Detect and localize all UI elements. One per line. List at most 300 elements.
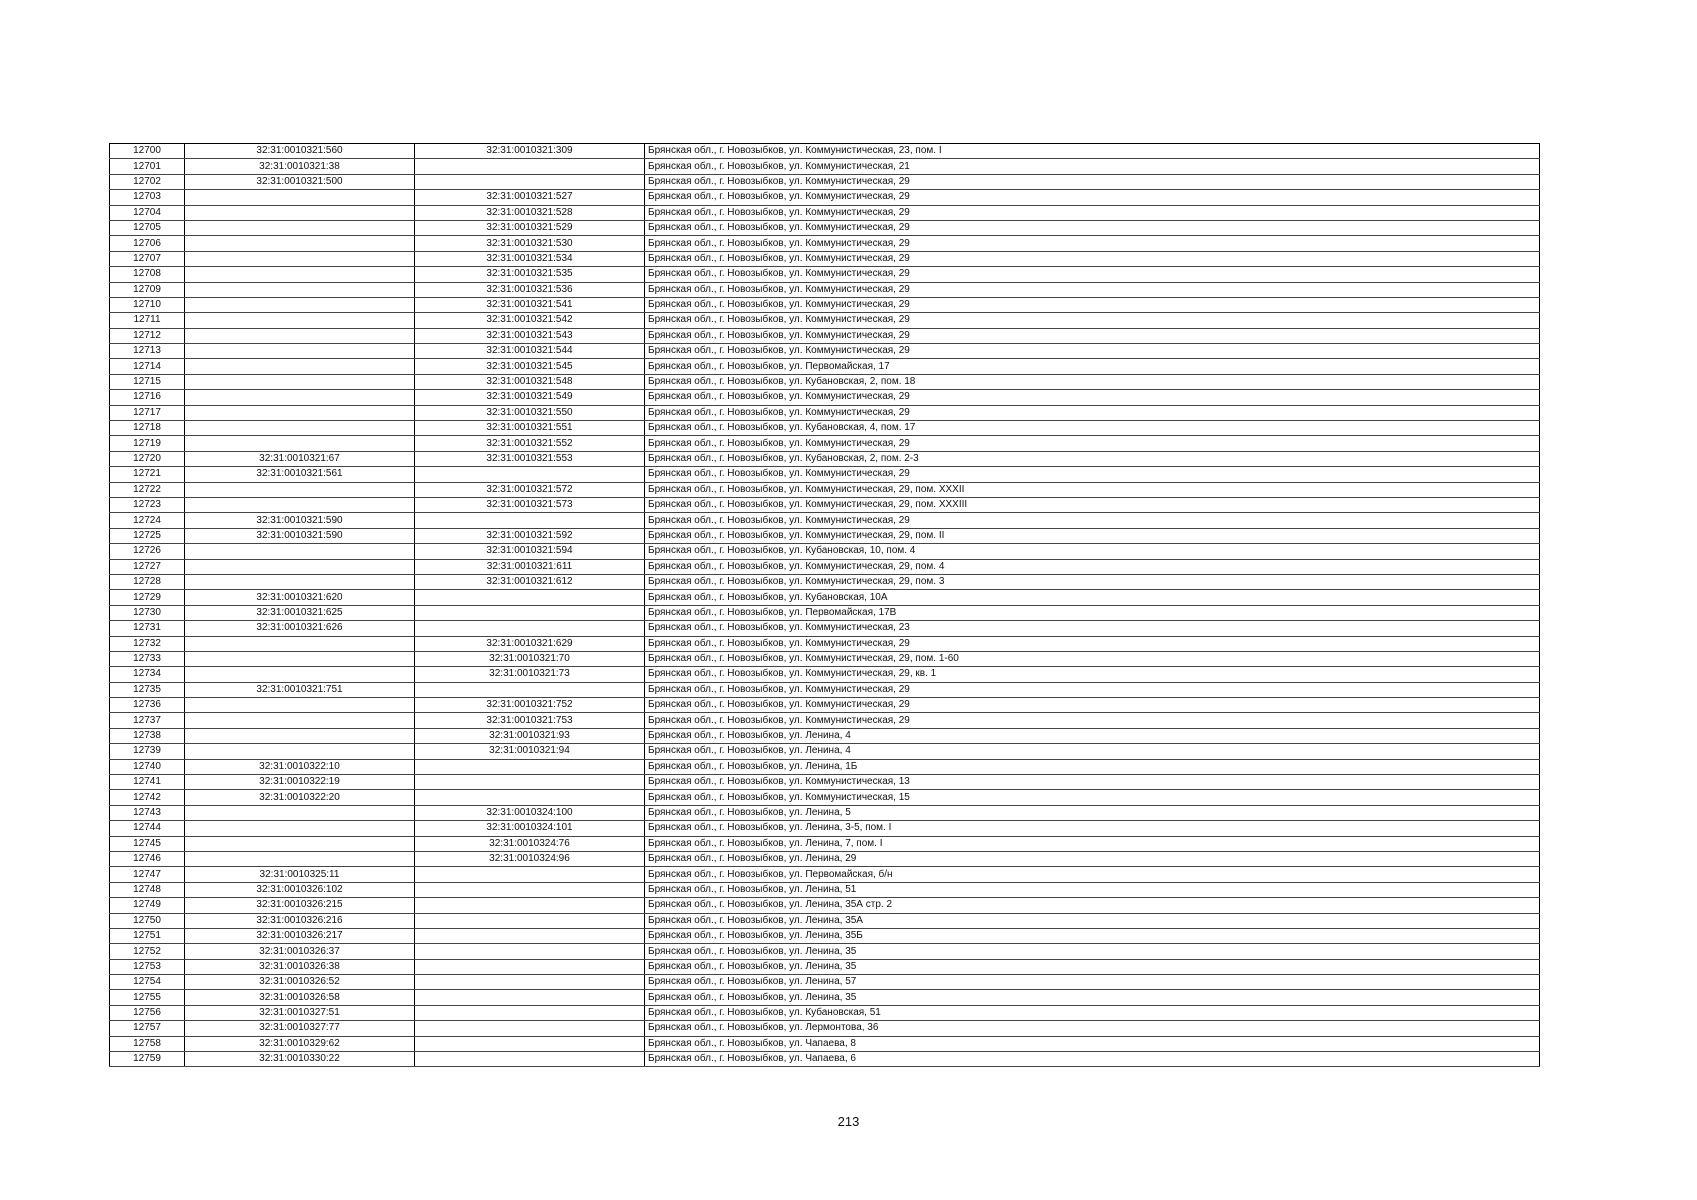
row-number-cell: 12758 xyxy=(110,1036,185,1051)
address-cell: Брянская обл., г. Новозыбков, ул. Ленина, 35А стр. 2 xyxy=(645,898,1540,913)
included-cadastral-number-cell: 32:31:0010321:592 xyxy=(415,528,645,543)
included-cadastral-number-cell: 32:31:0010321:612 xyxy=(415,574,645,589)
included-cadastral-number-cell xyxy=(415,928,645,943)
included-cadastral-number-cell: 32:31:0010321:629 xyxy=(415,636,645,651)
cadastral-number-cell xyxy=(185,313,415,328)
table-row xyxy=(110,359,1540,374)
included-cadastral-number-cell: 32:31:0010321:548 xyxy=(415,374,645,389)
registry-table xyxy=(109,143,1540,1067)
address-cell: Брянская обл., г. Новозыбков, ул. Коммунистическая, 29 xyxy=(645,236,1540,251)
row-number-cell: 12728 xyxy=(110,574,185,589)
table-row xyxy=(110,421,1540,436)
included-cadastral-number-cell xyxy=(415,621,645,636)
table-row xyxy=(110,636,1540,651)
address-cell: Брянская обл., г. Новозыбков, ул. Коммунистическая, 29, пом. 4 xyxy=(645,559,1540,574)
table-row xyxy=(110,867,1540,882)
cadastral-number-cell: 32:31:0010321:626 xyxy=(185,621,415,636)
cadastral-number-cell xyxy=(185,205,415,220)
row-number-cell: 12732 xyxy=(110,636,185,651)
row-number-cell: 12713 xyxy=(110,344,185,359)
table-row xyxy=(110,405,1540,420)
included-cadastral-number-cell: 32:31:0010321:73 xyxy=(415,667,645,682)
address-cell: Брянская обл., г. Новозыбков, ул. Кубановская, 2, пом. 2-3 xyxy=(645,451,1540,466)
included-cadastral-number-cell xyxy=(415,882,645,897)
table-row xyxy=(110,698,1540,713)
row-number-cell: 12740 xyxy=(110,759,185,774)
address-cell: Брянская обл., г. Новозыбков, ул. Коммунистическая, 29 xyxy=(645,344,1540,359)
row-number-cell: 12722 xyxy=(110,482,185,497)
included-cadastral-number-cell: 32:31:0010321:550 xyxy=(415,405,645,420)
cadastral-number-cell: 32:31:0010322:19 xyxy=(185,775,415,790)
address-cell: Брянская обл., г. Новозыбков, ул. Ленина, 35 xyxy=(645,944,1540,959)
included-cadastral-number-cell: 32:31:0010321:542 xyxy=(415,313,645,328)
row-number-cell: 12752 xyxy=(110,944,185,959)
cadastral-number-cell: 32:31:0010326:38 xyxy=(185,959,415,974)
address-cell: Брянская обл., г. Новозыбков, ул. Коммунистическая, 23 xyxy=(645,621,1540,636)
address-cell: Брянская обл., г. Новозыбков, ул. Коммунистическая, 29, пом. XXXIII xyxy=(645,497,1540,512)
address-cell: Брянская обл., г. Новозыбков, ул. Чапаева, 8 xyxy=(645,1036,1540,1051)
included-cadastral-number-cell: 32:31:0010321:528 xyxy=(415,205,645,220)
cadastral-number-cell xyxy=(185,359,415,374)
row-number-cell: 12703 xyxy=(110,190,185,205)
table-row xyxy=(110,251,1540,266)
included-cadastral-number-cell xyxy=(415,513,645,528)
table-row xyxy=(110,344,1540,359)
row-number-cell: 12747 xyxy=(110,867,185,882)
table-row xyxy=(110,1005,1540,1020)
included-cadastral-number-cell: 32:31:0010321:573 xyxy=(415,497,645,512)
table-row xyxy=(110,1021,1540,1036)
table-row xyxy=(110,390,1540,405)
table-row xyxy=(110,559,1540,574)
cadastral-number-cell xyxy=(185,374,415,389)
cadastral-number-cell: 32:31:0010321:590 xyxy=(185,513,415,528)
table-row xyxy=(110,728,1540,743)
address-cell: Брянская обл., г. Новозыбков, ул. Ленина, 7, пом. I xyxy=(645,836,1540,851)
cadastral-number-cell: 32:31:0010322:20 xyxy=(185,790,415,805)
cadastral-number-cell xyxy=(185,421,415,436)
address-cell: Брянская обл., г. Новозыбков, ул. Коммунистическая, 29 xyxy=(645,636,1540,651)
row-number-cell: 12707 xyxy=(110,251,185,266)
cadastral-number-cell: 32:31:0010326:52 xyxy=(185,975,415,990)
address-cell: Брянская обл., г. Новозыбков, ул. Коммунистическая, 23, пом. I xyxy=(645,144,1540,159)
row-number-cell: 12701 xyxy=(110,159,185,174)
row-number-cell: 12749 xyxy=(110,898,185,913)
cadastral-number-cell: 32:31:0010321:625 xyxy=(185,605,415,620)
included-cadastral-number-cell xyxy=(415,959,645,974)
cadastral-number-cell xyxy=(185,297,415,312)
cadastral-number-cell xyxy=(185,482,415,497)
table-row xyxy=(110,928,1540,943)
address-cell: Брянская обл., г. Новозыбков, ул. Коммунистическая, 29 xyxy=(645,682,1540,697)
table-row xyxy=(110,1052,1540,1067)
table-row xyxy=(110,451,1540,466)
address-cell: Брянская обл., г. Новозыбков, ул. Коммунистическая, 15 xyxy=(645,790,1540,805)
cadastral-number-cell: 32:31:0010321:620 xyxy=(185,590,415,605)
address-cell: Брянская обл., г. Новозыбков, ул. Коммунистическая, 29 xyxy=(645,698,1540,713)
row-number-cell: 12734 xyxy=(110,667,185,682)
table-row xyxy=(110,528,1540,543)
row-number-cell: 12716 xyxy=(110,390,185,405)
row-number-cell: 12744 xyxy=(110,821,185,836)
row-number-cell: 12711 xyxy=(110,313,185,328)
table-row xyxy=(110,574,1540,589)
row-number-cell: 12705 xyxy=(110,220,185,235)
table-row xyxy=(110,836,1540,851)
address-cell: Брянская обл., г. Новозыбков, ул. Коммунистическая, 29 xyxy=(645,190,1540,205)
included-cadastral-number-cell: 32:31:0010324:101 xyxy=(415,821,645,836)
address-cell: Брянская обл., г. Новозыбков, ул. Коммунистическая, 29, пом. 1-60 xyxy=(645,651,1540,666)
table-row xyxy=(110,482,1540,497)
table-row xyxy=(110,959,1540,974)
cadastral-number-cell xyxy=(185,698,415,713)
cadastral-number-cell: 32:31:0010322:10 xyxy=(185,759,415,774)
cadastral-number-cell xyxy=(185,497,415,512)
address-cell: Брянская обл., г. Новозыбков, ул. Ленина, 35Б xyxy=(645,928,1540,943)
address-cell: Брянская обл., г. Новозыбков, ул. Коммунистическая, 29 xyxy=(645,328,1540,343)
included-cadastral-number-cell: 32:31:0010321:70 xyxy=(415,651,645,666)
cadastral-number-cell xyxy=(185,328,415,343)
cadastral-number-cell: 32:31:0010326:58 xyxy=(185,990,415,1005)
included-cadastral-number-cell xyxy=(415,467,645,482)
cadastral-number-cell: 32:31:0010321:500 xyxy=(185,174,415,189)
row-number-cell: 12702 xyxy=(110,174,185,189)
cadastral-number-cell xyxy=(185,667,415,682)
included-cadastral-number-cell xyxy=(415,913,645,928)
included-cadastral-number-cell: 32:31:0010321:544 xyxy=(415,344,645,359)
address-cell: Брянская обл., г. Новозыбков, ул. Ленина, 29 xyxy=(645,851,1540,866)
included-cadastral-number-cell: 32:31:0010321:527 xyxy=(415,190,645,205)
included-cadastral-number-cell xyxy=(415,790,645,805)
table-row xyxy=(110,990,1540,1005)
address-cell: Брянская обл., г. Новозыбков, ул. Кубановская, 2, пом. 18 xyxy=(645,374,1540,389)
row-number-cell: 12708 xyxy=(110,267,185,282)
table-row xyxy=(110,374,1540,389)
cadastral-number-cell: 32:31:0010321:590 xyxy=(185,528,415,543)
address-cell: Брянская обл., г. Новозыбков, ул. Коммунистическая, 29 xyxy=(645,313,1540,328)
address-cell: Брянская обл., г. Новозыбков, ул. Коммунистическая, 29 xyxy=(645,713,1540,728)
address-cell: Брянская обл., г. Новозыбков, ул. Ленина, 1Б xyxy=(645,759,1540,774)
address-cell: Брянская обл., г. Новозыбков, ул. Ленина, 57 xyxy=(645,975,1540,990)
table-row xyxy=(110,190,1540,205)
included-cadastral-number-cell xyxy=(415,174,645,189)
cadastral-number-cell xyxy=(185,805,415,820)
included-cadastral-number-cell: 32:31:0010321:536 xyxy=(415,282,645,297)
table-row xyxy=(110,605,1540,620)
row-number-cell: 12700 xyxy=(110,144,185,159)
cadastral-number-cell xyxy=(185,282,415,297)
included-cadastral-number-cell: 32:31:0010321:545 xyxy=(415,359,645,374)
table-row xyxy=(110,220,1540,235)
cadastral-number-cell xyxy=(185,744,415,759)
row-number-cell: 12723 xyxy=(110,497,185,512)
row-number-cell: 12717 xyxy=(110,405,185,420)
table-row xyxy=(110,882,1540,897)
table-row xyxy=(110,944,1540,959)
cadastral-number-cell xyxy=(185,836,415,851)
row-number-cell: 12710 xyxy=(110,297,185,312)
cadastral-number-cell: 32:31:0010330:22 xyxy=(185,1052,415,1067)
address-cell: Брянская обл., г. Новозыбков, ул. Ленина, 4 xyxy=(645,744,1540,759)
included-cadastral-number-cell: 32:31:0010321:552 xyxy=(415,436,645,451)
included-cadastral-number-cell: 32:31:0010321:530 xyxy=(415,236,645,251)
table-row xyxy=(110,328,1540,343)
address-cell: Брянская обл., г. Новозыбков, ул. Ленина, 51 xyxy=(645,882,1540,897)
cadastral-number-cell xyxy=(185,574,415,589)
row-number-cell: 12755 xyxy=(110,990,185,1005)
row-number-cell: 12709 xyxy=(110,282,185,297)
cadastral-number-cell: 32:31:0010329:62 xyxy=(185,1036,415,1051)
row-number-cell: 12739 xyxy=(110,744,185,759)
table-row xyxy=(110,775,1540,790)
cadastral-number-cell: 32:31:0010321:561 xyxy=(185,467,415,482)
included-cadastral-number-cell xyxy=(415,990,645,1005)
cadastral-number-cell: 32:31:0010321:751 xyxy=(185,682,415,697)
included-cadastral-number-cell xyxy=(415,898,645,913)
address-cell: Брянская обл., г. Новозыбков, ул. Коммунистическая, 29 xyxy=(645,267,1540,282)
included-cadastral-number-cell xyxy=(415,1036,645,1051)
row-number-cell: 12748 xyxy=(110,882,185,897)
row-number-cell: 12719 xyxy=(110,436,185,451)
table-row xyxy=(110,205,1540,220)
included-cadastral-number-cell: 32:31:0010321:594 xyxy=(415,544,645,559)
cadastral-number-cell: 32:31:0010326:37 xyxy=(185,944,415,959)
table-row xyxy=(110,282,1540,297)
cadastral-number-cell: 32:31:0010326:217 xyxy=(185,928,415,943)
address-cell: Брянская обл., г. Новозыбков, ул. Коммунистическая, 29, кв. 1 xyxy=(645,667,1540,682)
cadastral-number-cell: 32:31:0010321:38 xyxy=(185,159,415,174)
cadastral-number-cell xyxy=(185,636,415,651)
address-cell: Брянская обл., г. Новозыбков, ул. Коммунистическая, 29, пом. 3 xyxy=(645,574,1540,589)
row-number-cell: 12753 xyxy=(110,959,185,974)
cadastral-number-cell xyxy=(185,728,415,743)
included-cadastral-number-cell: 32:31:0010321:535 xyxy=(415,267,645,282)
cadastral-number-cell xyxy=(185,220,415,235)
row-number-cell: 12743 xyxy=(110,805,185,820)
included-cadastral-number-cell: 32:31:0010321:94 xyxy=(415,744,645,759)
included-cadastral-number-cell xyxy=(415,775,645,790)
cadastral-number-cell: 32:31:0010326:102 xyxy=(185,882,415,897)
table-row xyxy=(110,913,1540,928)
included-cadastral-number-cell: 32:31:0010321:572 xyxy=(415,482,645,497)
row-number-cell: 12731 xyxy=(110,621,185,636)
table-row xyxy=(110,975,1540,990)
cadastral-number-cell: 32:31:0010326:215 xyxy=(185,898,415,913)
included-cadastral-number-cell xyxy=(415,759,645,774)
included-cadastral-number-cell: 32:31:0010324:76 xyxy=(415,836,645,851)
page-number: 213 xyxy=(837,1114,860,1129)
included-cadastral-number-cell: 32:31:0010321:529 xyxy=(415,220,645,235)
address-cell: Брянская обл., г. Новозыбков, ул. Коммунистическая, 29 xyxy=(645,297,1540,312)
cadastral-number-cell xyxy=(185,713,415,728)
included-cadastral-number-cell: 32:31:0010324:100 xyxy=(415,805,645,820)
address-cell: Брянская обл., г. Новозыбков, ул. Коммунистическая, 29 xyxy=(645,467,1540,482)
row-number-cell: 12721 xyxy=(110,467,185,482)
row-number-cell: 12733 xyxy=(110,651,185,666)
row-number-cell: 12746 xyxy=(110,851,185,866)
included-cadastral-number-cell: 32:31:0010321:551 xyxy=(415,421,645,436)
table-row xyxy=(110,821,1540,836)
address-cell: Брянская обл., г. Новозыбков, ул. Коммунистическая, 29 xyxy=(645,251,1540,266)
included-cadastral-number-cell: 32:31:0010324:96 xyxy=(415,851,645,866)
row-number-cell: 12706 xyxy=(110,236,185,251)
included-cadastral-number-cell: 32:31:0010321:752 xyxy=(415,698,645,713)
table-row xyxy=(110,713,1540,728)
address-cell: Брянская обл., г. Новозыбков, ул. Кубановская, 51 xyxy=(645,1005,1540,1020)
row-number-cell: 12704 xyxy=(110,205,185,220)
cadastral-number-cell xyxy=(185,236,415,251)
row-number-cell: 12751 xyxy=(110,928,185,943)
row-number-cell: 12750 xyxy=(110,913,185,928)
address-cell: Брянская обл., г. Новозыбков, ул. Коммунистическая, 29 xyxy=(645,174,1540,189)
row-number-cell: 12725 xyxy=(110,528,185,543)
table-row xyxy=(110,174,1540,189)
address-cell: Брянская обл., г. Новозыбков, ул. Коммунистическая, 29 xyxy=(645,220,1540,235)
row-number-cell: 12736 xyxy=(110,698,185,713)
table-row xyxy=(110,790,1540,805)
address-cell: Брянская обл., г. Новозыбков, ул. Кубановская, 10А xyxy=(645,590,1540,605)
address-cell: Брянская обл., г. Новозыбков, ул. Ленина, 3-5, пом. I xyxy=(645,821,1540,836)
row-number-cell: 12737 xyxy=(110,713,185,728)
table-row xyxy=(110,621,1540,636)
cadastral-number-cell: 32:31:0010321:560 xyxy=(185,144,415,159)
cadastral-number-cell xyxy=(185,190,415,205)
row-number-cell: 12742 xyxy=(110,790,185,805)
address-cell: Брянская обл., г. Новозыбков, ул. Коммунистическая, 29 xyxy=(645,436,1540,451)
address-cell: Брянская обл., г. Новозыбков, ул. Первомайская, б/н xyxy=(645,867,1540,882)
cadastral-number-cell xyxy=(185,651,415,666)
table-row xyxy=(110,744,1540,759)
included-cadastral-number-cell xyxy=(415,1052,645,1067)
row-number-cell: 12738 xyxy=(110,728,185,743)
row-number-cell: 12757 xyxy=(110,1021,185,1036)
row-number-cell: 12741 xyxy=(110,775,185,790)
table-row xyxy=(110,851,1540,866)
address-cell: Брянская обл., г. Новозыбков, ул. Первомайская, 17В xyxy=(645,605,1540,620)
included-cadastral-number-cell: 32:31:0010321:541 xyxy=(415,297,645,312)
included-cadastral-number-cell: 32:31:0010321:309 xyxy=(415,144,645,159)
included-cadastral-number-cell: 32:31:0010321:611 xyxy=(415,559,645,574)
address-cell: Брянская обл., г. Новозыбков, ул. Коммунистическая, 13 xyxy=(645,775,1540,790)
row-number-cell: 12756 xyxy=(110,1005,185,1020)
cadastral-number-cell xyxy=(185,267,415,282)
included-cadastral-number-cell xyxy=(415,682,645,697)
cadastral-number-cell: 32:31:0010326:216 xyxy=(185,913,415,928)
cadastral-number-cell: 32:31:0010327:77 xyxy=(185,1021,415,1036)
table-row xyxy=(110,667,1540,682)
row-number-cell: 12715 xyxy=(110,374,185,389)
address-cell: Брянская обл., г. Новозыбков, ул. Коммунистическая, 29 xyxy=(645,390,1540,405)
address-cell: Брянская обл., г. Новозыбков, ул. Ленина, 5 xyxy=(645,805,1540,820)
row-number-cell: 12759 xyxy=(110,1052,185,1067)
table-row xyxy=(110,159,1540,174)
row-number-cell: 12727 xyxy=(110,559,185,574)
included-cadastral-number-cell: 32:31:0010321:549 xyxy=(415,390,645,405)
address-cell: Брянская обл., г. Новозыбков, ул. Кубановская, 4, пом. 17 xyxy=(645,421,1540,436)
row-number-cell: 12729 xyxy=(110,590,185,605)
included-cadastral-number-cell xyxy=(415,605,645,620)
cadastral-number-cell xyxy=(185,390,415,405)
cadastral-number-cell xyxy=(185,851,415,866)
address-cell: Брянская обл., г. Новозыбков, ул. Коммунистическая, 29 xyxy=(645,513,1540,528)
row-number-cell: 12712 xyxy=(110,328,185,343)
table-row xyxy=(110,297,1540,312)
row-number-cell: 12720 xyxy=(110,451,185,466)
address-cell: Брянская обл., г. Новозыбков, ул. Коммунистическая, 29, пом. XXXII xyxy=(645,482,1540,497)
included-cadastral-number-cell xyxy=(415,975,645,990)
table-row xyxy=(110,313,1540,328)
included-cadastral-number-cell xyxy=(415,590,645,605)
cadastral-number-cell xyxy=(185,405,415,420)
table-row xyxy=(110,513,1540,528)
included-cadastral-number-cell xyxy=(415,1021,645,1036)
included-cadastral-number-cell xyxy=(415,944,645,959)
address-cell: Брянская обл., г. Новозыбков, ул. Лермонтова, 36 xyxy=(645,1021,1540,1036)
cadastral-number-cell xyxy=(185,559,415,574)
address-cell: Брянская обл., г. Новозыбков, ул. Коммунистическая, 21 xyxy=(645,159,1540,174)
row-number-cell: 12714 xyxy=(110,359,185,374)
included-cadastral-number-cell: 32:31:0010321:753 xyxy=(415,713,645,728)
address-cell: Брянская обл., г. Новозыбков, ул. Коммунистическая, 29 xyxy=(645,282,1540,297)
address-cell: Брянская обл., г. Новозыбков, ул. Чапаева, 6 xyxy=(645,1052,1540,1067)
cadastral-number-cell xyxy=(185,251,415,266)
table-row xyxy=(110,436,1540,451)
address-cell: Брянская обл., г. Новозыбков, ул. Ленина, 35 xyxy=(645,990,1540,1005)
table-row xyxy=(110,1036,1540,1051)
table-row xyxy=(110,267,1540,282)
included-cadastral-number-cell: 32:31:0010321:543 xyxy=(415,328,645,343)
address-cell: Брянская обл., г. Новозыбков, ул. Ленина, 35 xyxy=(645,959,1540,974)
address-cell: Брянская обл., г. Новозыбков, ул. Кубановская, 10, пом. 4 xyxy=(645,544,1540,559)
address-cell: Брянская обл., г. Новозыбков, ул. Коммунистическая, 29 xyxy=(645,205,1540,220)
cadastral-number-cell xyxy=(185,344,415,359)
cadastral-number-cell: 32:31:0010321:67 xyxy=(185,451,415,466)
cadastral-number-cell: 32:31:0010325:11 xyxy=(185,867,415,882)
address-cell: Брянская обл., г. Новозыбков, ул. Первомайская, 17 xyxy=(645,359,1540,374)
cadastral-number-cell xyxy=(185,436,415,451)
row-number-cell: 12726 xyxy=(110,544,185,559)
table-row xyxy=(110,898,1540,913)
table-row xyxy=(110,544,1540,559)
row-number-cell: 12735 xyxy=(110,682,185,697)
row-number-cell: 12730 xyxy=(110,605,185,620)
row-number-cell: 12745 xyxy=(110,836,185,851)
included-cadastral-number-cell xyxy=(415,1005,645,1020)
table-row xyxy=(110,497,1540,512)
cadastral-number-cell: 32:31:0010327:51 xyxy=(185,1005,415,1020)
included-cadastral-number-cell: 32:31:0010321:93 xyxy=(415,728,645,743)
address-cell: Брянская обл., г. Новозыбков, ул. Ленина, 35А xyxy=(645,913,1540,928)
row-number-cell: 12724 xyxy=(110,513,185,528)
row-number-cell: 12718 xyxy=(110,421,185,436)
cadastral-number-cell xyxy=(185,544,415,559)
cadastral-number-cell xyxy=(185,821,415,836)
table-row xyxy=(110,805,1540,820)
table-row xyxy=(110,590,1540,605)
table-row xyxy=(110,467,1540,482)
address-cell: Брянская обл., г. Новозыбков, ул. Коммунистическая, 29, пом. II xyxy=(645,528,1540,543)
table-row xyxy=(110,236,1540,251)
address-cell: Брянская обл., г. Новозыбков, ул. Ленина, 4 xyxy=(645,728,1540,743)
included-cadastral-number-cell: 32:31:0010321:553 xyxy=(415,451,645,466)
address-cell: Брянская обл., г. Новозыбков, ул. Коммунистическая, 29 xyxy=(645,405,1540,420)
table-row xyxy=(110,682,1540,697)
table-row xyxy=(110,759,1540,774)
table-row xyxy=(110,144,1540,159)
included-cadastral-number-cell: 32:31:0010321:534 xyxy=(415,251,645,266)
table-row xyxy=(110,651,1540,666)
registry-table-body xyxy=(110,144,1540,1067)
